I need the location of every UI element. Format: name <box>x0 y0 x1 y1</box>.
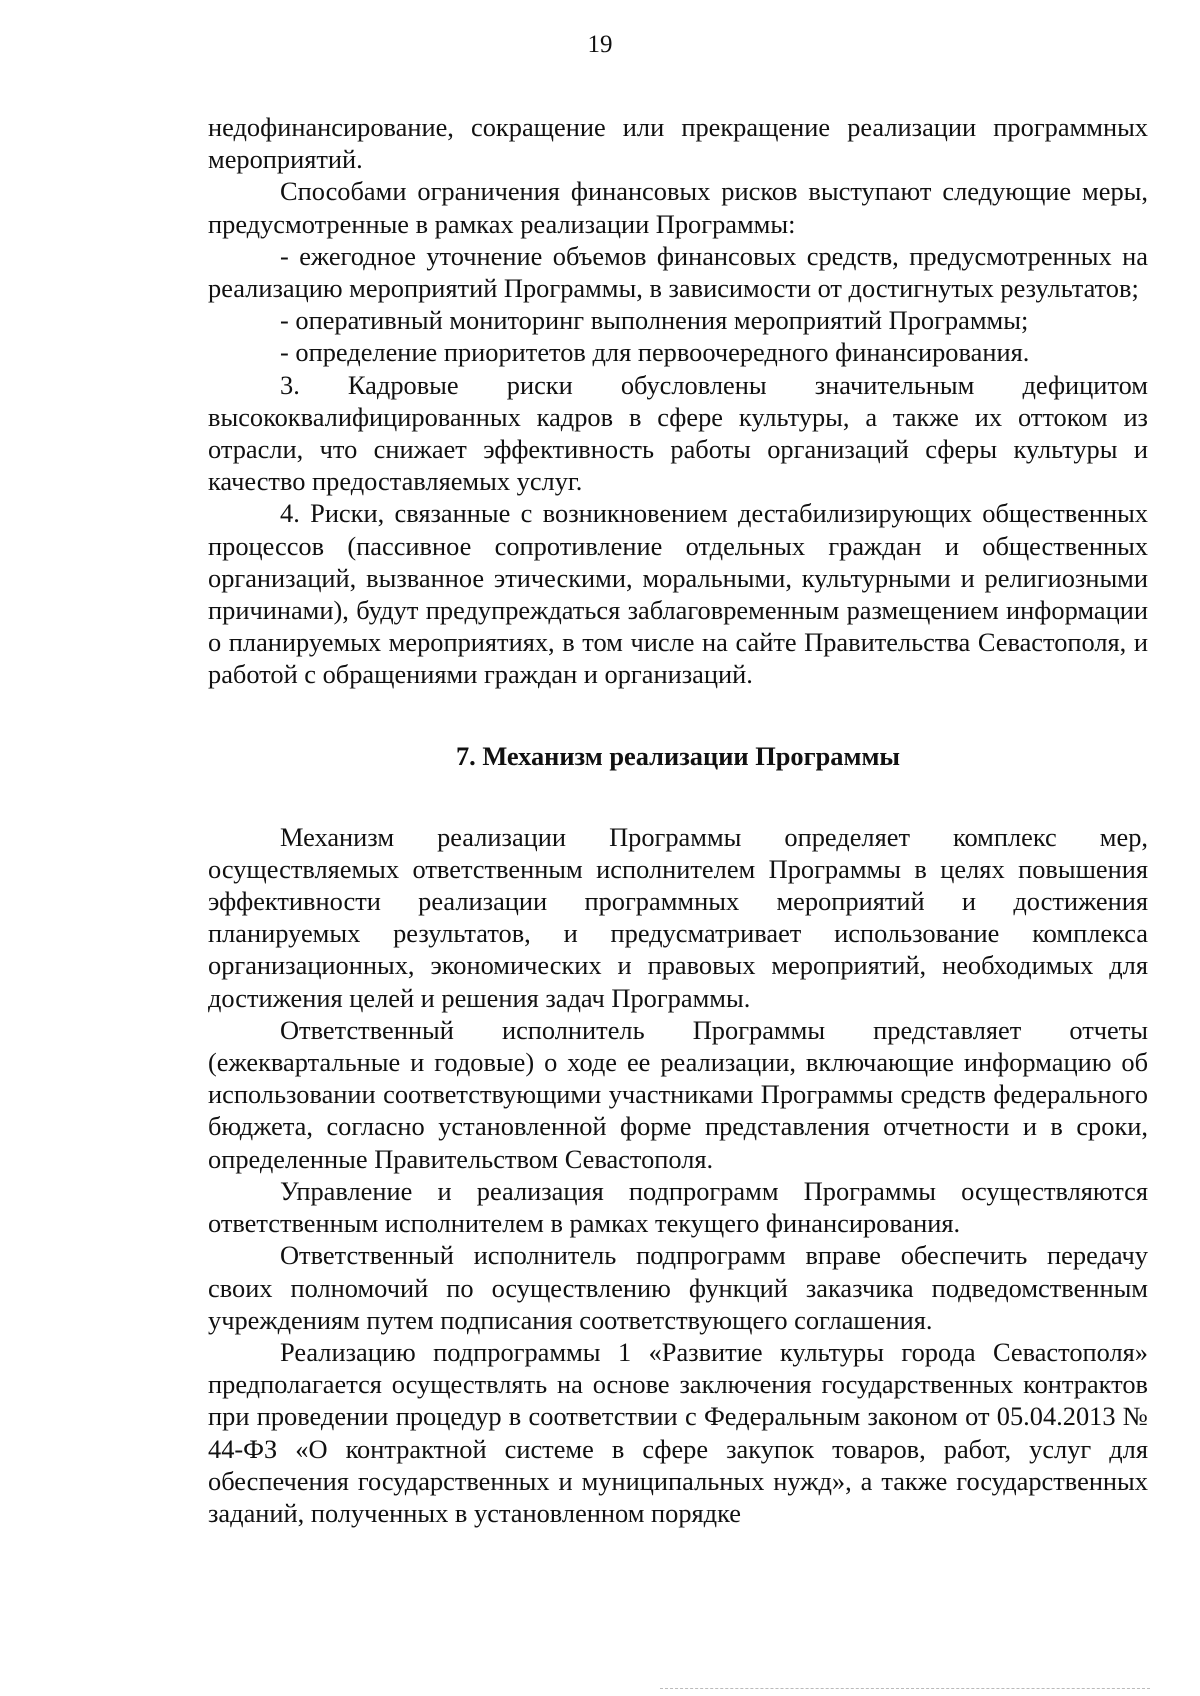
paragraph: Ответственный исполнитель Программы представляет отчеты (ежеквартальные и годовые) о ходе ее реализации, включающие информацию об использовании соответствующими участниками Программы средств федерального бюджета, согласно установленной форме представления отчетности и в сроки, определенные Правительством Севастополя. <box>208 1014 1148 1174</box>
section-heading: 7. Механизм реализации Программы <box>455 740 901 771</box>
paragraph: - ежегодное уточнение объемов финансовых средств, предусмотренных на реализацию мероприятий Программы, в зависимости от достигнутых результатов; <box>208 240 1148 304</box>
page-bottom-line <box>660 1688 1150 1689</box>
document-body <box>208 111 1148 1529</box>
paragraph: - определение приоритетов для первоочередного финансирования. <box>280 337 1030 368</box>
risks-section <box>208 111 1148 691</box>
paragraph: недофинансирование, сокращение или прекращение реализации программных мероприятий. <box>208 112 1148 175</box>
paragraph: Управление и реализация подпрограмм Программы осуществляются ответственным исполнителем в рамках текущего финансирования. <box>208 1175 1148 1239</box>
paragraph: Способами ограничения финансовых рисков выступают следующие меры, предусмотренные в рамках реализации Программы: <box>208 176 1148 239</box>
paragraph: 4. Риски, связанные с возникновением дестабилизирующих общественных процессов (пассивное сопротивление отдельных граждан и общественных организаций, вызванное этическими, моральными, культурными и религиозными причинами), будут предупреждаться заблаговременным размещением информации о планируемых мероприятиях, в том числе на сайте Правительства Севастополя, и работой с обращениями граждан и организаций. <box>208 498 1148 690</box>
paragraph: - оперативный мониторинг выполнения мероприятий Программы; <box>280 305 1029 336</box>
mechanism-section <box>208 821 1148 1529</box>
paragraph: 3. Кадровые риски обусловлены значительным дефицитом высококвалифицированных кадров в сфере культуры, а также их оттоком из отрасли, что снижает эффективность работы организаций сферы культуры и качество предоставляемых услуг. <box>208 369 1148 497</box>
page-number: 19 <box>587 31 613 58</box>
paragraph: Ответственный исполнитель подпрограмм вправе обеспечить передачу своих полномочий по осуществлению функций заказчика подведомственным учреждениям путем подписания соответствующего соглашения. <box>208 1240 1148 1335</box>
paragraph: Реализацию подпрограммы 1 «Развитие культуры города Севастополя» предполагается осуществлять на основе заключения государственных контрактов при проведении процедур в соответствии с Федеральным законом от 05.04.2013 № 44-ФЗ «О контрактной системе в сфере закупок товаров, работ, услуг для обеспечения государственных и муниципальных нужд», а также государственных заданий, полученных в установленном порядке <box>208 1336 1148 1528</box>
paragraph: Механизм реализации Программы определяет комплекс мер, осуществляемых ответственным исполнителем Программы в целях повышения эффективности реализации программных мероприятий и достижения планируемых результатов, и предусматривает использование комплекса организационных, экономических и правовых мероприятий, необходимых для достижения целей и решения задач Программы. <box>208 821 1148 1013</box>
